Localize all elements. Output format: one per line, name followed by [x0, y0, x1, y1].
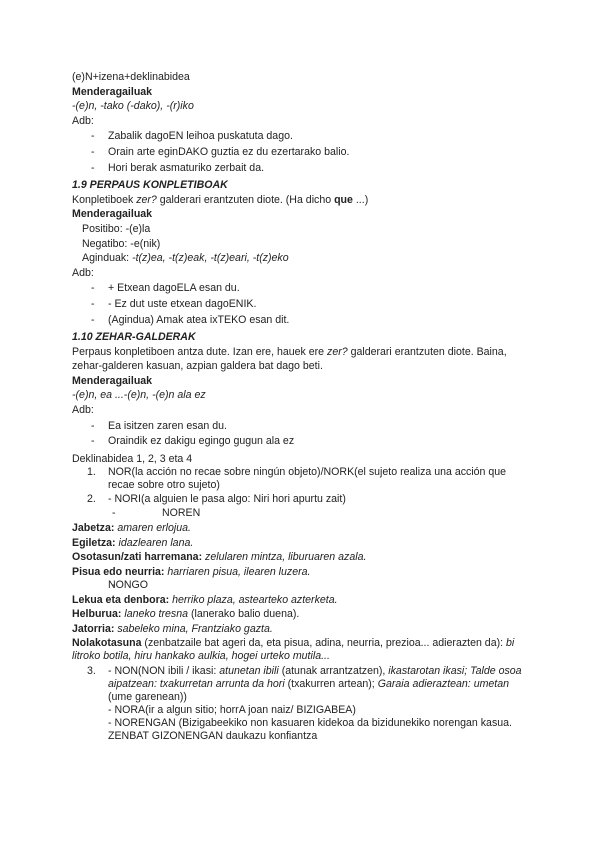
suffix-line: -(e)n, -tako (-dako), -(r)iko — [72, 100, 194, 113]
document-page — [72, 70, 530, 744]
numbered-list — [72, 665, 530, 743]
list-item: - Orain arte eginDAKO guztia ez du ezertarako balio. — [72, 145, 530, 161]
definition-line: Egiletza: idazlearen lana. — [72, 536, 194, 549]
definition-line: Lekua eta denbora: herriko plaza, astearteko azterketa. — [72, 593, 338, 606]
definition-line: Osotasun/zati harremana: zelularen mintza, liburuaren azala. — [72, 551, 367, 564]
list-item: 3. - NON(NON ibili / ikasi: atunetan ibili (atunak arrantzatzen), ikastarotan ikasi; Talde osoa aipatzean: txakurretan arrunta da hori (txakurren artean); Garaia adieraztean: umetan (ume garenean)) - NORA(ir a algun sitio; horrA joan naiz/ BIZIGABEA) - NORENGAN (Bizigabeekiko non kasuaren kidekoa da bizidunekiko norengan kasua. ZENBAT GIZONENGAN daukazu konfiantza — [87, 665, 522, 743]
list-item: - Ea isitzen zaren esan du. — [72, 419, 530, 435]
sub-item-nongo: - NONGO — [72, 579, 530, 593]
suffix-line: -(e)n, ea ...-(e)n, -(e)n ala ez — [72, 389, 206, 402]
example-list — [72, 129, 530, 176]
example-label: Adb: — [72, 266, 94, 279]
subheading-menderagailuak: Menderagailuak — [72, 374, 153, 387]
paragraph-line: zehar-galderen kasuan, azpian galdera bat dago beti. — [72, 360, 323, 373]
definition-line: Pisua edo neurria: harriaren pisua, ilearen luzera. — [72, 565, 311, 578]
example-label: Adb: — [72, 404, 94, 417]
list-item: - Zabalik dagoEN leihoa puskatuta dago. — [72, 129, 530, 145]
text-line: Deklinabidea 1, 2, 3 eta 4 — [72, 452, 193, 465]
list-item: - (Agindua) Amak atea ixTEKO esan dit. — [72, 313, 530, 329]
list-item: - Hori berak asmaturiko zerbait da. — [72, 161, 530, 177]
list-item: 2. - NORI(a alguien le pasa algo: Niri hori apurtu zait) — [87, 493, 346, 506]
example-list — [72, 419, 530, 450]
list-item: - - Ez dut uste etxean dagoENIK. — [72, 297, 530, 313]
example-label: Adb: — [72, 114, 94, 127]
definition-line: Jatorria: sabeleko mina, Frantziako gazta. — [72, 623, 273, 635]
numbered-list — [72, 466, 530, 506]
definition-line: Helburua: laneko tresna (lanerako balio duena). — [72, 608, 300, 621]
subheading-menderagailuak: Menderagailuak — [72, 85, 153, 98]
section-title-1-10: 1.10 ZEHAR-GALDERAK — [72, 331, 196, 344]
text-line: Negatibo: -e(nik) — [82, 237, 161, 250]
list-item: - + Etxean dagoELA esan du. — [72, 281, 530, 297]
list-item: - Oraindik ez dakigu egingo gugun ala ez — [72, 434, 530, 450]
definition-paragraph: Nolakotasuna (zenbatzaile bat ageri da, eta pisua, adina, neurria, prezioa... adierazten da): bi litroko botila, hiru hankako aulkia, hogei urteko mutila... — [72, 636, 515, 662]
sub-item-noren: - NOREN — [72, 507, 530, 521]
section-title-1-9: 1.9 PERPAUS KONPLETIBOAK — [72, 179, 228, 192]
subheading-menderagailuak: Menderagailuak — [72, 208, 153, 221]
text-line: Positibo: -(e)la — [82, 222, 151, 235]
text-line: Aginduak: -t(z)ea, -t(z)eak, -t(z)eari, -t(z)eko — [82, 252, 289, 265]
list-item: 1. NOR(la acción no recae sobre ningún objeto)/NORK(el sujeto realiza una acción que recae sobre otro sujeto) — [87, 466, 507, 492]
heading-line: (e)N+izena+deklinabidea — [72, 71, 190, 83]
definition-line: Jabetza: amaren erlojua. — [72, 521, 191, 534]
paragraph-line: Perpaus konpletiboen antza dute. Izan ere, hauek ere zer? galderari erantzuten diote. Baina, — [72, 345, 507, 358]
paragraph-line: Konpletiboek zer? galderari erantzuten diote. (Ha dicho que ...) — [72, 193, 369, 206]
example-list — [72, 281, 530, 328]
